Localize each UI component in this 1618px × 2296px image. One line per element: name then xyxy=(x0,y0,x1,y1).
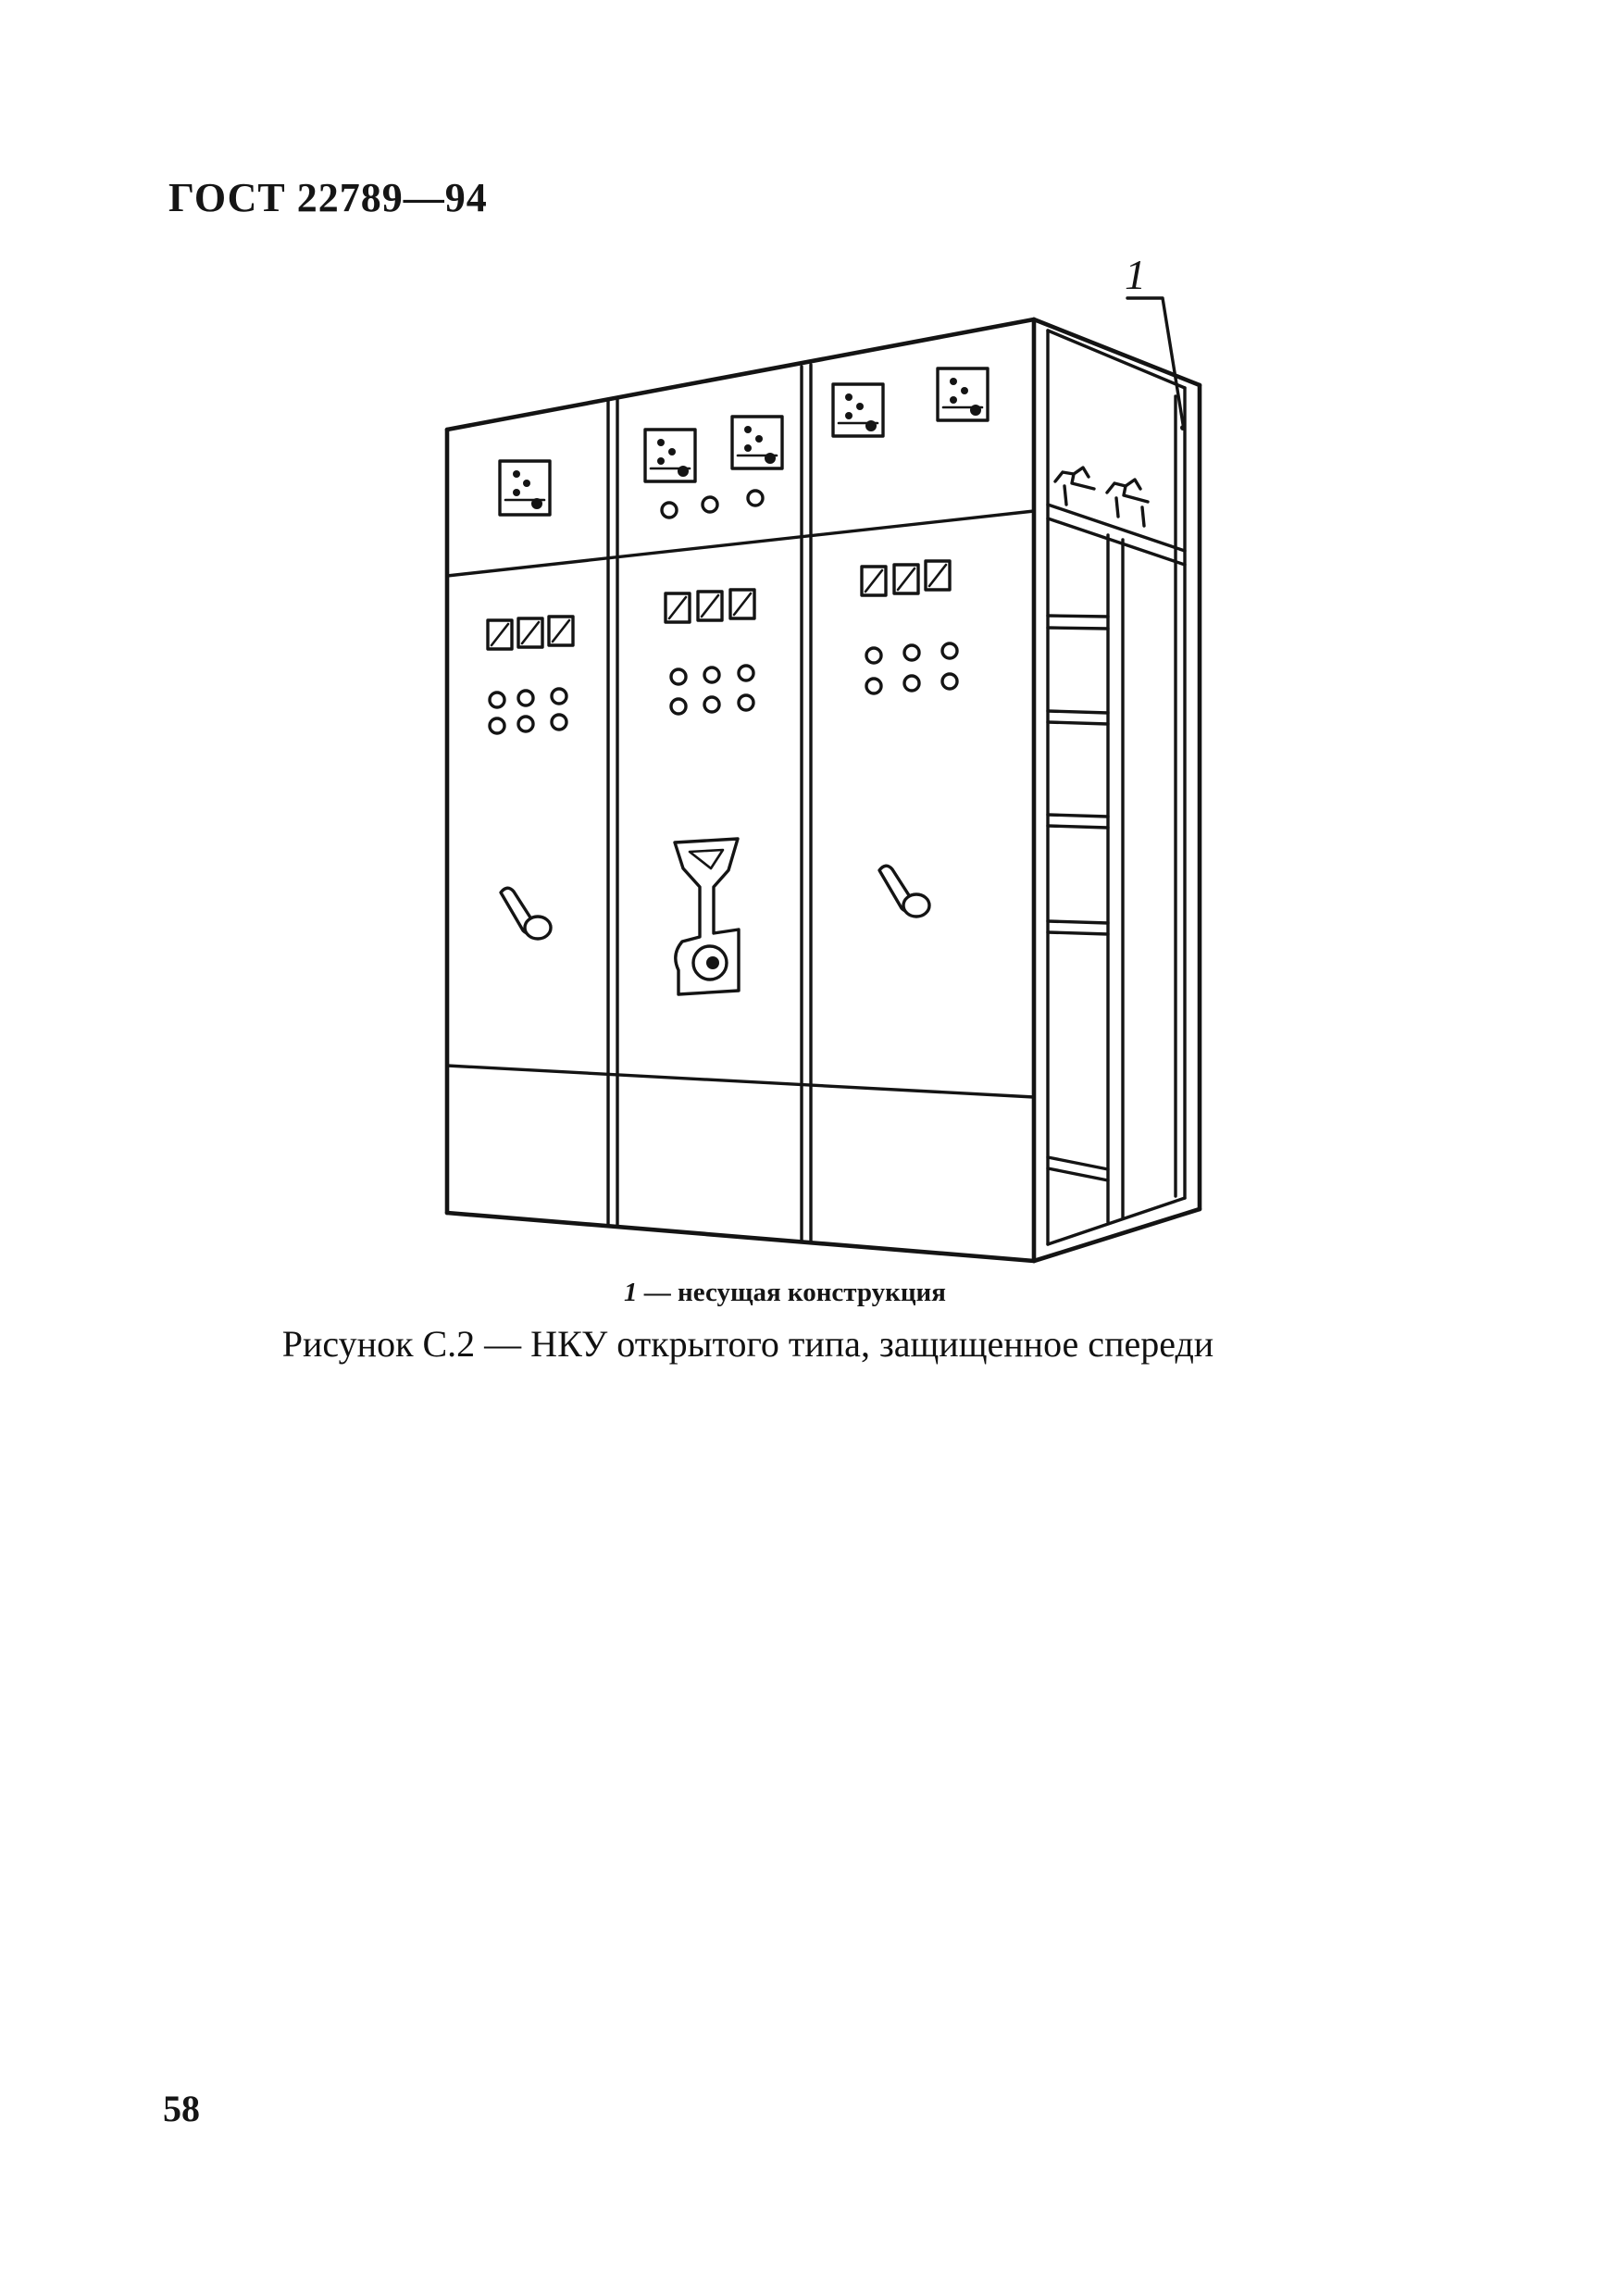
meter-icon xyxy=(938,368,988,420)
lever-handle-icon xyxy=(879,866,929,917)
instrument-windows xyxy=(488,561,950,649)
meter-icon xyxy=(645,430,695,481)
meter-icon xyxy=(500,461,550,515)
figure-caption-text: Рисунок С.2 — НКУ открытого типа, защищенное спереди xyxy=(281,1323,1214,1365)
figure-legend xyxy=(0,1278,1618,1308)
figure-caption xyxy=(0,1322,1618,1366)
legend-number: 1 xyxy=(624,1278,638,1307)
callout-number: 1 xyxy=(1125,251,1146,298)
main-switch-handle-icon xyxy=(675,839,739,994)
page-number: 58 xyxy=(163,2088,200,2129)
supporting-frame xyxy=(1034,319,1200,1261)
lever-handle-icon xyxy=(501,888,551,939)
legend-text: — несущая конструкция xyxy=(637,1278,946,1307)
document-header: ГОСТ 22789—94 xyxy=(168,175,488,220)
meter-icon xyxy=(732,417,782,468)
meter-icon xyxy=(833,384,883,436)
button-clusters xyxy=(490,643,957,733)
indicator-lamps xyxy=(662,491,763,518)
meter-gauges xyxy=(500,368,988,515)
